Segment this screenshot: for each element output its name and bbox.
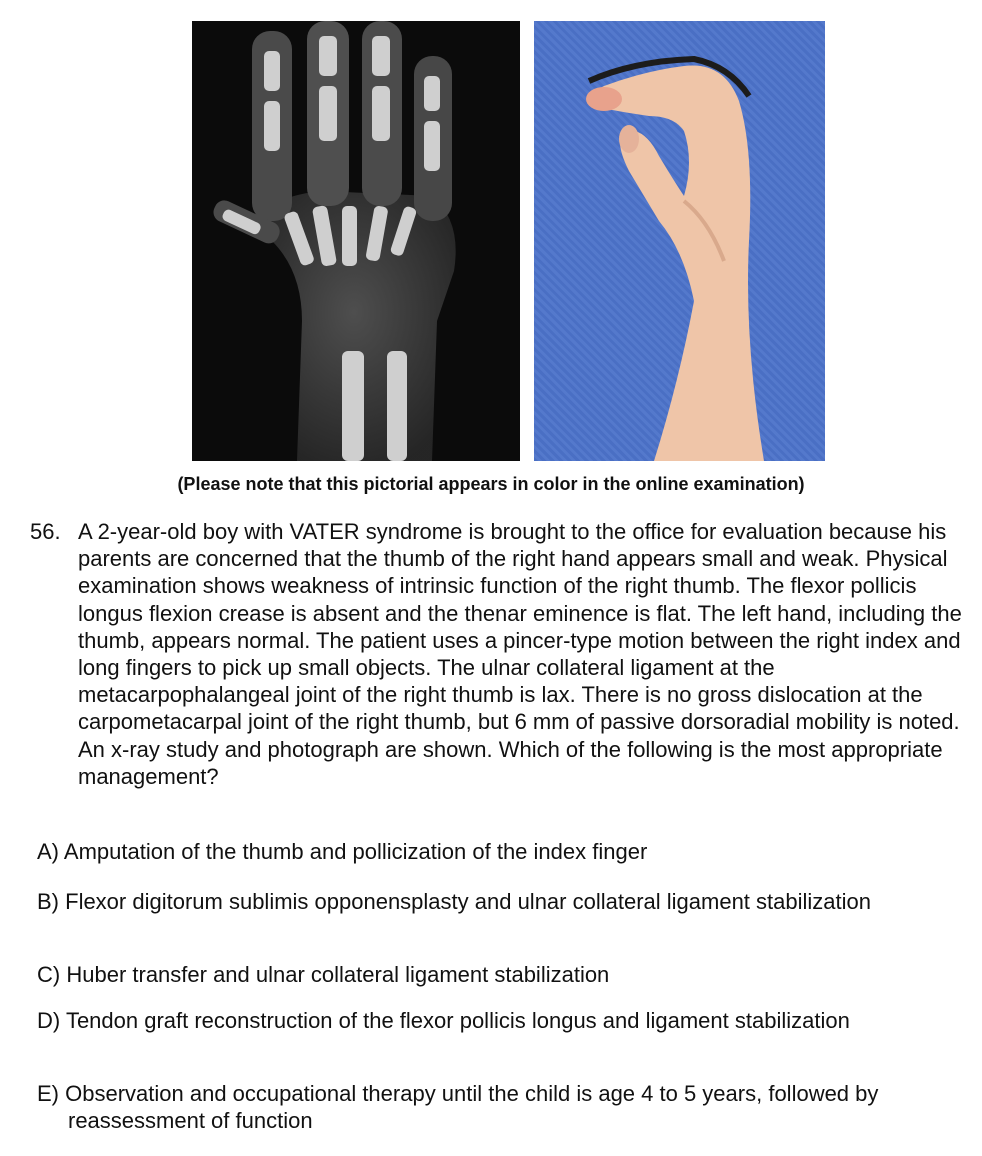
- question-number: 56.: [30, 519, 61, 544]
- choice-letter: D): [37, 1008, 61, 1033]
- question-text: A 2-year-old boy with VATER syndrome is brought to the office for evaluation because his parents are concerned that the thumb of the right hand appears small and weak. Physical examination shows weakness of intrinsic function of the right thumb. The flexor pollicis longus flexion crease is absent and the thenar eminence is flat. The left hand, including the thumb, appears normal. The patient uses a pincer-type motion between the right index and long fingers to pick up small objects. The ulnar collateral ligament at the metacarpophalangeal joint of the right thumb is lax. There is no gross dislocation at the carpometacarpal joint of the right thumb, but 6 mm of passive dorsoradial mobility is noted. An x-ray study and photograph are shown. Which of the following is the most appropriate management?: [78, 519, 962, 789]
- choice-letter: A): [37, 839, 59, 864]
- image-caption: (Please note that this pictorial appears in color in the online examination): [177, 474, 805, 494]
- choice-letter: C): [37, 962, 61, 987]
- answer-choice-e[interactable]: [37, 1080, 928, 1134]
- choice-text: Amputation of the thumb and pollicization of the index finger: [63, 839, 648, 864]
- choice-text: Tendon graft reconstruction of the flexor pollicis longus and ligament stabilization: [65, 1008, 850, 1033]
- xray-image: [192, 21, 520, 461]
- choice-text: Huber transfer and ulnar collateral ligament stabilization: [66, 962, 610, 987]
- question-stem: [30, 518, 970, 790]
- choice-text: Flexor digitorum sublimis opponensplasty and ulnar collateral ligament stabilization: [65, 889, 871, 914]
- answer-choice-a[interactable]: [37, 838, 928, 865]
- choice-text: Observation and occupational therapy until the child is age 4 to 5 years, followed by reassessment of function: [65, 1081, 879, 1134]
- answer-choice-c[interactable]: [37, 961, 928, 988]
- answer-choice-d[interactable]: [37, 1007, 928, 1034]
- choice-letter: B): [37, 889, 59, 914]
- hand-photograph: [534, 21, 825, 461]
- answer-choice-b[interactable]: [37, 888, 928, 915]
- choice-letter: E): [37, 1081, 59, 1106]
